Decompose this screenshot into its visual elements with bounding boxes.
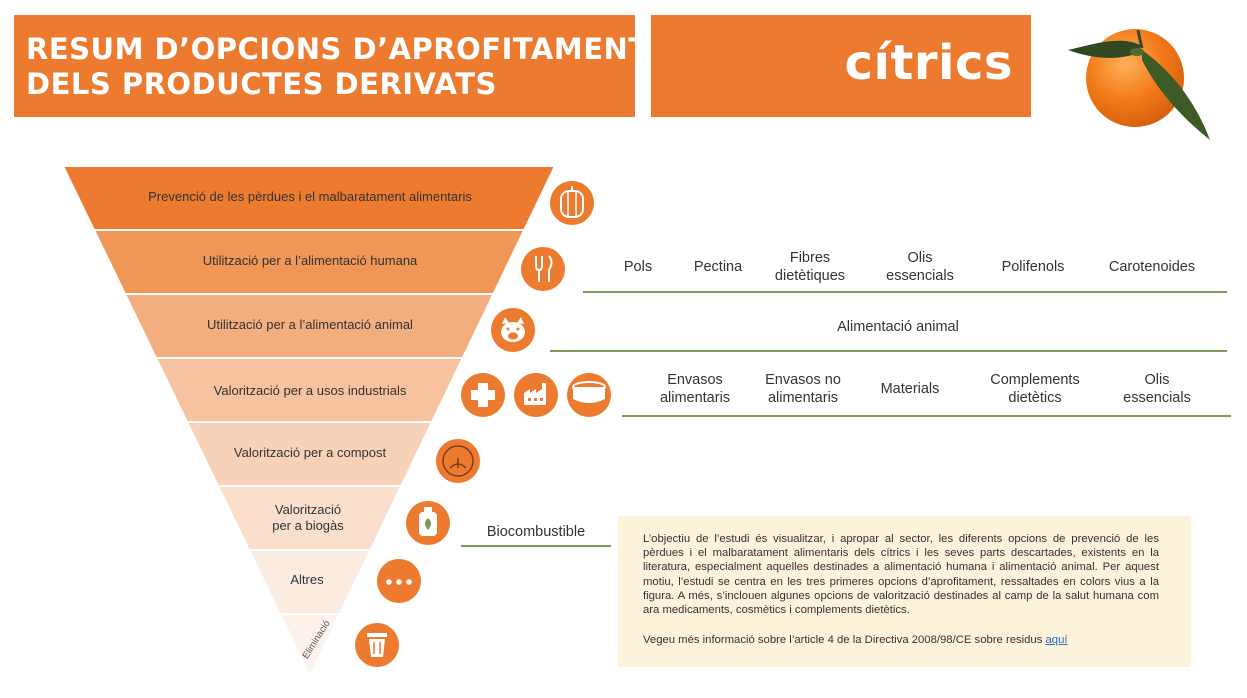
band-label-compost: Valorització per a compost	[233, 445, 387, 460]
info-more	[643, 633, 1159, 647]
option-text: alimentaris	[767, 390, 839, 406]
option-carotenoides	[1097, 258, 1207, 276]
option-text: Pectina	[693, 259, 743, 275]
option-text: Olis	[907, 250, 933, 266]
option-complements	[975, 371, 1095, 407]
band-label-others: Altres	[290, 572, 324, 587]
option-animal-feed: Alimentació animal	[837, 319, 959, 335]
container-icon	[567, 373, 611, 417]
option-polifenols	[983, 258, 1083, 276]
band-label-human-food: Utilització per a l’alimentació humana	[202, 253, 418, 268]
more-icon	[377, 559, 421, 603]
info-more-link[interactable]: aquí	[1045, 634, 1068, 646]
header-title-line1: RESUM D’OPCIONS D’APROFITAMENT	[26, 32, 649, 66]
biogas-icon	[406, 501, 450, 545]
info-paragraph: L’objectiu de l’estudi és visualitzar, i apropar al sector, les diferents opcions de prevenció de les pèrdues i el malbaratament alimentaris dels cítrics i les seves parts descartades, existents en la literatura, especialment aquelles destinades a alimentació humana i alimentació animal. Per aquest motiu, l’estudi se centra en les tres primeres opcions d’aprofitament, ressaltades en colors vius a la figura. A més, s’inclouen algunes opcions de valorització destinades al camp de la salut humana com ara medicaments, cosmètics i complements dietètics.	[643, 533, 1159, 617]
option-pectina	[678, 258, 758, 276]
pig-icon	[491, 308, 535, 352]
band-label-elimination: Eliminació	[300, 618, 333, 662]
rule-animal-feed	[550, 350, 1227, 352]
trash-icon	[355, 623, 399, 667]
option-text: Pols	[623, 259, 653, 275]
option-fibres	[760, 249, 860, 285]
factory-icon	[514, 373, 558, 417]
band-label-prevention: Prevenció de les pèrdues i el malbaratament alimentaris	[148, 189, 472, 204]
option-olis-industrial	[1107, 371, 1207, 407]
cutlery-icon	[521, 247, 565, 291]
option-text: dietètiques	[774, 268, 846, 284]
squash-icon	[550, 181, 594, 225]
band-label-animal-feed: Utilització per a l’alimentació animal	[207, 317, 413, 332]
band-label-industrial: Valorització per a usos industrials	[213, 383, 407, 398]
band-label-biogas-line2: per a biogàs	[272, 518, 344, 533]
option-biocombustible: Biocombustible	[486, 524, 586, 540]
option-text: Envasos no	[765, 372, 841, 388]
option-text: Fibres	[789, 250, 831, 266]
option-text: Olis	[1144, 372, 1170, 388]
info-box	[618, 516, 1191, 667]
rule-biogas	[461, 545, 611, 547]
option-text: Carotenoides	[1108, 259, 1196, 275]
band-label-biogas-line1: Valorització	[274, 502, 342, 517]
header-product-title: cítrics	[844, 35, 1013, 91]
option-olis-human	[870, 249, 970, 285]
option-text: Polifenols	[1001, 259, 1065, 275]
option-text: Envasos	[667, 372, 723, 388]
option-text: Materials	[880, 381, 940, 397]
rule-industrial	[622, 415, 1231, 417]
option-text: alimentaris	[659, 390, 731, 406]
option-materials	[860, 380, 960, 398]
option-text: Complements	[990, 372, 1080, 388]
band-label-biogas	[208, 502, 408, 534]
option-text: essencials	[886, 268, 954, 284]
option-envasos-no-alimentaris	[748, 371, 858, 407]
header-title-line2: DELS PRODUCTES DERIVATS	[26, 67, 497, 101]
option-text: dietètics	[1008, 390, 1062, 406]
option-pols	[598, 258, 678, 276]
info-more-text: Vegeu més informació sobre l’article 4 de la Directiva 2008/98/CE sobre residus	[643, 634, 1046, 646]
option-text: essencials	[1123, 390, 1191, 406]
option-envasos-alimentaris	[645, 371, 745, 407]
rule-human-food	[583, 291, 1227, 293]
